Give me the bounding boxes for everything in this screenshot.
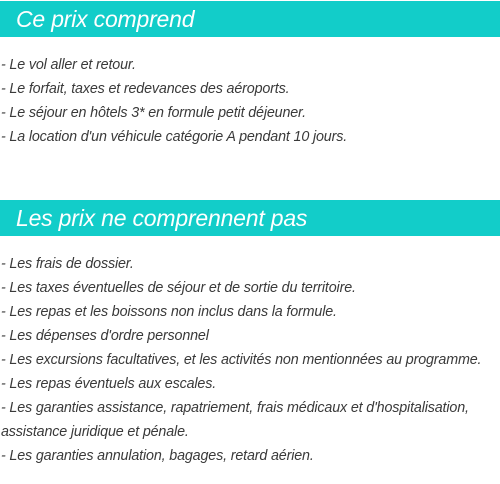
- list-item: - Les taxes éventuelles de séjour et de sortie du territoire.: [1, 280, 356, 296]
- list-item: - Le vol aller et retour.: [1, 57, 136, 73]
- includes-list: [1, 53, 499, 149]
- list-item: - Les excursions facultatives, et les activités non mentionnées au programme.: [1, 352, 482, 368]
- list-item: - Les garanties assistance, rapatriement, frais médicaux et d'hospitalisation, assistance juridique et pénale.: [1, 400, 469, 440]
- list-item: - Le forfait, taxes et redevances des aéroports.: [1, 81, 290, 97]
- list-item: - Les frais de dossier.: [1, 256, 134, 272]
- excludes-section-title: Les prix ne comprennent pas: [0, 200, 500, 236]
- list-item: - La location d'un véhicule catégorie A pendant 10 jours.: [1, 129, 348, 145]
- excludes-list: [1, 252, 499, 468]
- includes-section-title: Ce prix comprend: [0, 1, 500, 37]
- list-item: - Les garanties annulation, bagages, retard aérien.: [1, 448, 314, 464]
- list-item: - Les repas et les boissons non inclus dans la formule.: [1, 304, 337, 320]
- list-item: - Les dépenses d'ordre personnel: [1, 328, 209, 344]
- list-item: - Les repas éventuels aux escales.: [1, 376, 217, 392]
- list-item: - Le séjour en hôtels 3* en formule petit déjeuner.: [1, 105, 306, 121]
